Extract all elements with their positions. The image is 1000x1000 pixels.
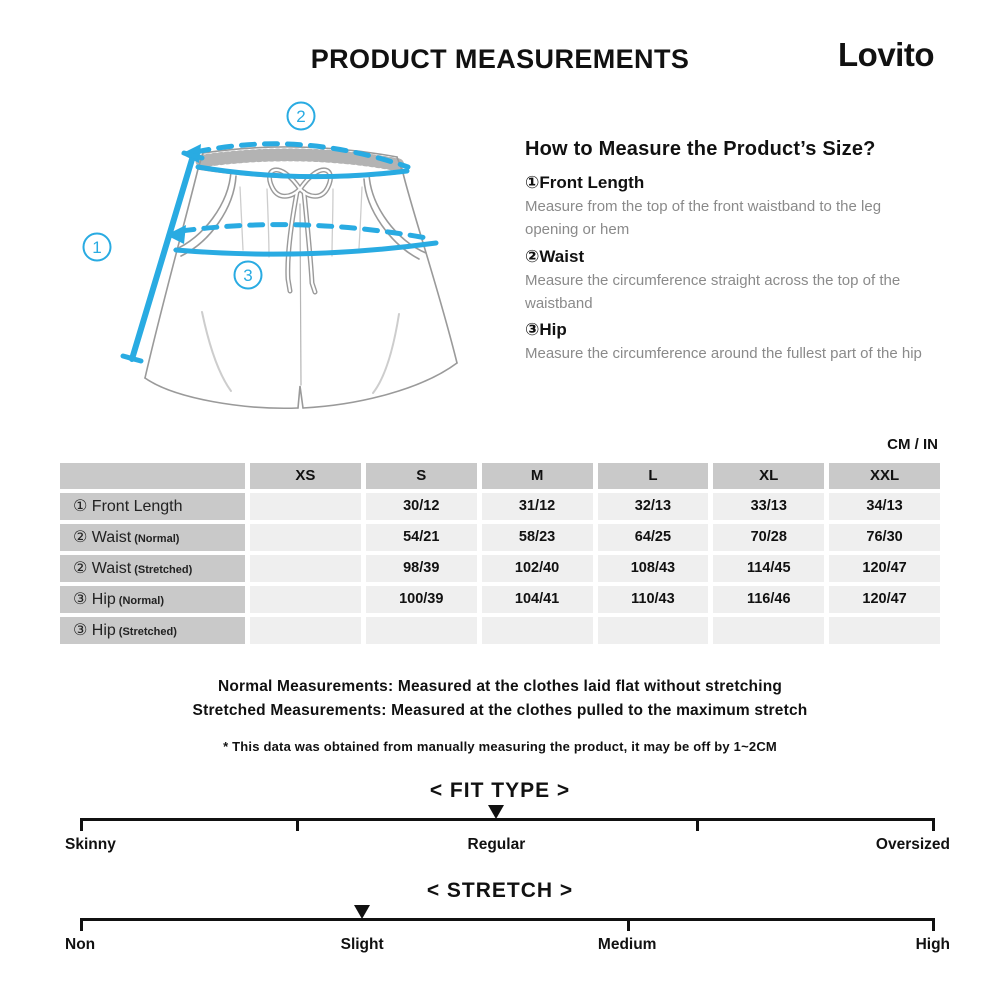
table-cell: 102/40 bbox=[482, 555, 593, 582]
fit-type-scale bbox=[65, 810, 950, 860]
note-normal: Normal Measurements: Measured at the clothes laid flat without stretching bbox=[217, 678, 783, 695]
how-to-desc-hip: Measure the circumference around the fullest part of the hip bbox=[525, 345, 922, 362]
table-cell: 64/25 bbox=[598, 524, 709, 551]
table-cell bbox=[250, 555, 361, 582]
table-cell: 70/28 bbox=[713, 524, 824, 551]
column-header-s: S bbox=[366, 463, 477, 489]
table-cell bbox=[598, 617, 709, 644]
table-row bbox=[60, 586, 940, 613]
table-cell: 58/23 bbox=[482, 524, 593, 551]
fit-type-marker-icon bbox=[488, 805, 504, 819]
column-header bbox=[60, 463, 245, 489]
column-header-xxl: XXL bbox=[829, 463, 940, 489]
brand-logo: Lovito bbox=[838, 36, 934, 73]
row-label-suffix: (Normal) bbox=[118, 595, 165, 607]
fit-label-oversized: Oversized bbox=[875, 836, 950, 853]
row-label-suffix: (Stretched) bbox=[134, 564, 193, 576]
table-cell bbox=[250, 617, 361, 644]
row-label-text: ② Waist bbox=[73, 529, 132, 546]
table-cell bbox=[250, 524, 361, 551]
table-row bbox=[60, 617, 940, 644]
tick bbox=[932, 818, 935, 831]
row-label-suffix: (Stretched) bbox=[118, 626, 177, 638]
waist-solid-line bbox=[198, 167, 407, 177]
svg-text:3: 3 bbox=[243, 266, 253, 285]
stretch-marker-icon bbox=[354, 905, 370, 919]
how-to-measure-section bbox=[525, 138, 933, 368]
callout-3-icon bbox=[235, 262, 262, 289]
how-to-item-waist: ②Waist bbox=[525, 246, 585, 266]
callout-2-icon bbox=[288, 103, 315, 130]
fit-label-skinny: Skinny bbox=[65, 836, 116, 853]
note-stretched: Stretched Measurements: Measured at the clothes pulled to the maximum stretch bbox=[192, 702, 808, 720]
row-label bbox=[60, 555, 245, 582]
table-row bbox=[60, 555, 940, 582]
row-label-text: ① Front Length bbox=[73, 498, 183, 515]
shorts-measurement-diagram bbox=[50, 92, 520, 437]
how-to-title: How to Measure the Product’s Size? bbox=[525, 138, 876, 160]
note-disclaimer: * This data was obtained from manually measuring the product, it may be off by 1~2CM bbox=[223, 739, 777, 755]
callout-1-icon bbox=[84, 234, 111, 261]
stretch-label-slight: Slight bbox=[340, 936, 384, 953]
how-to-item-hip: ③Hip bbox=[525, 320, 567, 339]
unit-label: CM / IN bbox=[887, 436, 938, 453]
row-label-suffix: (Normal) bbox=[134, 533, 180, 545]
size-table bbox=[60, 463, 940, 648]
how-to-desc-front-length: Measure from the top of the front waistband to the leg opening or hem bbox=[525, 198, 882, 239]
row-label-text: ② Waist bbox=[73, 560, 132, 577]
stretch-label-non: Non bbox=[65, 936, 96, 953]
column-header-xs: XS bbox=[250, 463, 361, 489]
table-cell bbox=[713, 617, 824, 644]
table-header-row bbox=[60, 463, 940, 489]
row-label bbox=[60, 586, 245, 613]
table-cell: 98/39 bbox=[366, 555, 477, 582]
tick bbox=[296, 818, 299, 831]
row-label-text: ③ Hip bbox=[73, 622, 116, 639]
tick bbox=[80, 818, 83, 831]
stretch-label-medium: Medium bbox=[597, 936, 657, 953]
measurement-annotations bbox=[123, 144, 436, 361]
notes-section bbox=[0, 675, 1000, 754]
how-to-item-front-length: ①Front Length bbox=[525, 173, 645, 192]
front-length-cap-bottom bbox=[123, 356, 141, 361]
hip-solid-line bbox=[176, 243, 436, 254]
column-header-l: L bbox=[598, 463, 709, 489]
table-cell bbox=[250, 586, 361, 613]
table-cell: 100/39 bbox=[366, 586, 477, 613]
table-cell bbox=[366, 617, 477, 644]
stretch-heading: < STRETCH > bbox=[426, 879, 574, 902]
stretch-label-high: High bbox=[915, 936, 950, 953]
shorts-illustration bbox=[145, 147, 457, 408]
tick bbox=[932, 918, 935, 931]
table-cell: 32/13 bbox=[598, 493, 709, 520]
table-cell bbox=[829, 617, 940, 644]
table-cell: 34/13 bbox=[829, 493, 940, 520]
table-cell: 108/43 bbox=[598, 555, 709, 582]
svg-text:2: 2 bbox=[296, 107, 306, 126]
svg-text:1: 1 bbox=[92, 238, 102, 257]
table-cell: 33/13 bbox=[713, 493, 824, 520]
column-header-m: M bbox=[482, 463, 593, 489]
fit-type-track bbox=[80, 818, 935, 821]
table-cell: 120/47 bbox=[829, 586, 940, 613]
tick bbox=[80, 918, 83, 931]
how-to-desc-waist: Measure the circumference straight across the top of the waistband bbox=[525, 271, 901, 312]
row-label bbox=[60, 617, 245, 644]
table-row bbox=[60, 524, 940, 551]
row-label-text: ③ Hip bbox=[73, 591, 116, 608]
table-cell: 54/21 bbox=[366, 524, 477, 551]
stretch-track bbox=[80, 918, 935, 921]
table-cell: 30/12 bbox=[366, 493, 477, 520]
fit-type-heading: < FIT TYPE > bbox=[429, 779, 571, 802]
table-row bbox=[60, 493, 940, 520]
fit-label-regular: Regular bbox=[467, 836, 526, 853]
table-cell bbox=[482, 617, 593, 644]
table-body bbox=[60, 493, 940, 644]
table-cell: 114/45 bbox=[713, 555, 824, 582]
table-cell: 116/46 bbox=[713, 586, 824, 613]
tick bbox=[696, 818, 699, 831]
front-length-line bbox=[132, 156, 193, 359]
table-cell: 76/30 bbox=[829, 524, 940, 551]
tick bbox=[627, 918, 630, 931]
page-title: PRODUCT MEASUREMENTS bbox=[310, 44, 690, 74]
row-label bbox=[60, 493, 245, 520]
table-cell bbox=[250, 493, 361, 520]
row-label bbox=[60, 524, 245, 551]
table-cell: 120/47 bbox=[829, 555, 940, 582]
table-cell: 110/43 bbox=[598, 586, 709, 613]
table-cell: 104/41 bbox=[482, 586, 593, 613]
column-header-xl: XL bbox=[713, 463, 824, 489]
stretch-scale bbox=[65, 910, 950, 960]
table-cell: 31/12 bbox=[482, 493, 593, 520]
